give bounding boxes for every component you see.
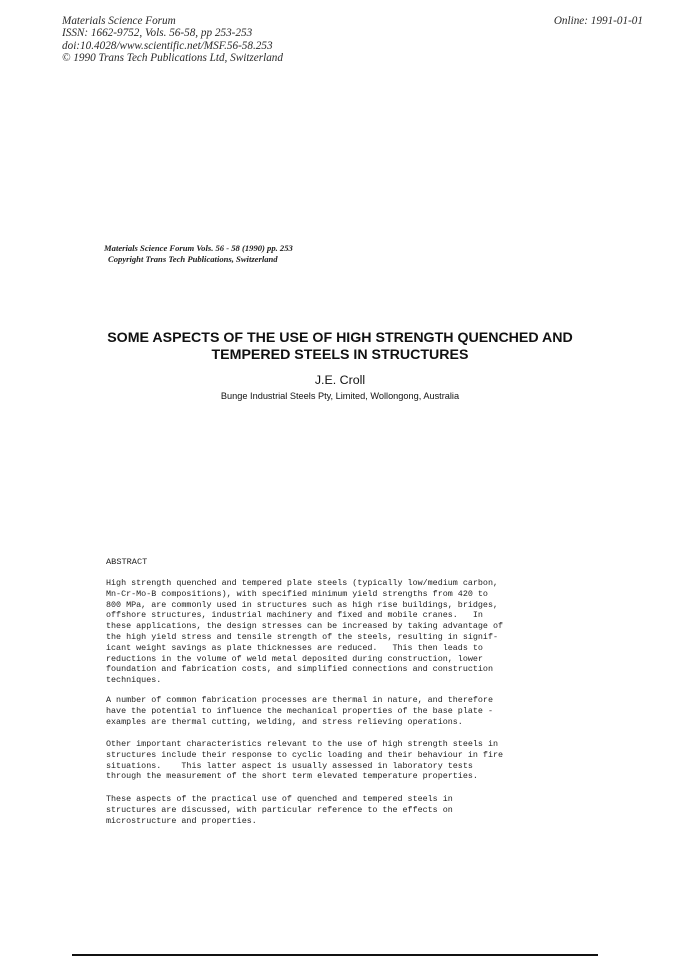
text-line: structures include their response to cyclic loading and their behaviour in fire [106,749,504,760]
author-name: J.E. Croll [314,373,366,387]
title-line: TEMPERED STEELS IN STRUCTURES [211,346,469,363]
text-line: A number of common fabrication processes are thermal in nature, and therefore [106,695,493,705]
text-line: have the potential to influence the mechanical properties of the base plate - [106,705,493,716]
text-line: These aspects of the practical use of quenched and tempered steels in [106,794,453,804]
online-date: Online: 1991-01-01 [553,15,643,27]
text-line: 800 MPa, are commonly used in structures such as high rise buildings, bridges, [106,599,499,610]
text-line: microstructure and properties. [106,815,257,826]
text-line: situations. This latter aspect is usually assessed in laboratory tests [106,760,473,771]
doi-line[interactable]: doi:10.4028/www.scientific.net/MSF.56-58.253 [62,39,273,52]
author-affiliation: Bunge Industrial Steels Pty, Limited, Wollongong, Australia [220,391,460,401]
journal-header [62,15,283,65]
text-line: Other important characteristics relevant to the use of high strength steels in [106,739,499,749]
text-line: offshore structures, industrial machinery and fixed and mobile cranes. In [106,610,483,621]
text-line: through the measurement of the short term elevated temperature properties. [106,771,478,782]
text-line: icant weight savings as plate thicknesses are reduced. This then leads to [106,642,483,653]
journal-name: Materials Science Forum [62,15,176,27]
issn-line: ISSN: 1662-9752, Vols. 56-58, pp 253-253 [62,27,253,40]
text-line: foundation and fabrication costs, and simplified connections and construction [106,664,493,675]
text-line: techniques. [106,675,162,686]
citation-copyright: Copyright Trans Tech Publications, Switzerland [108,254,278,264]
text-line: examples are thermal cutting, welding, and stress relieving operations. [106,716,463,727]
paper-title [60,330,620,363]
abstract-paragraph [106,695,493,727]
text-line: structures are discussed, with particular reference to the effects on [106,804,453,815]
citation-line: Materials Science Forum Vols. 56 - 58 (1990) pp. 253 [104,243,293,253]
text-line: these applications, the design stresses can be increased by taking advantage of [106,621,504,632]
abstract-paragraph [106,739,503,782]
text-line: Mn-Cr-Mo-B compositions), with specified minimum yield strengths from 420 to [106,588,488,599]
citation-block [104,243,293,265]
abstract-paragraph [106,794,453,826]
title-line: SOME ASPECTS OF THE USE OF HIGH STRENGTH QUENCHED AND [107,330,573,346]
abstract-heading: ABSTRACT [106,557,148,567]
copyright-line: © 1990 Trans Tech Publications Ltd, Switzerland [62,52,283,65]
text-line: the high yield stress and tensile strength of the steels, resulting in signif- [106,631,499,642]
footer-rule [72,954,598,956]
text-line: High strength quenched and tempered plate steels (typically low/medium carbon, [106,578,499,588]
text-line: reductions in the volume of weld metal deposited during construction, lower [106,653,483,664]
abstract-paragraph [106,578,503,686]
